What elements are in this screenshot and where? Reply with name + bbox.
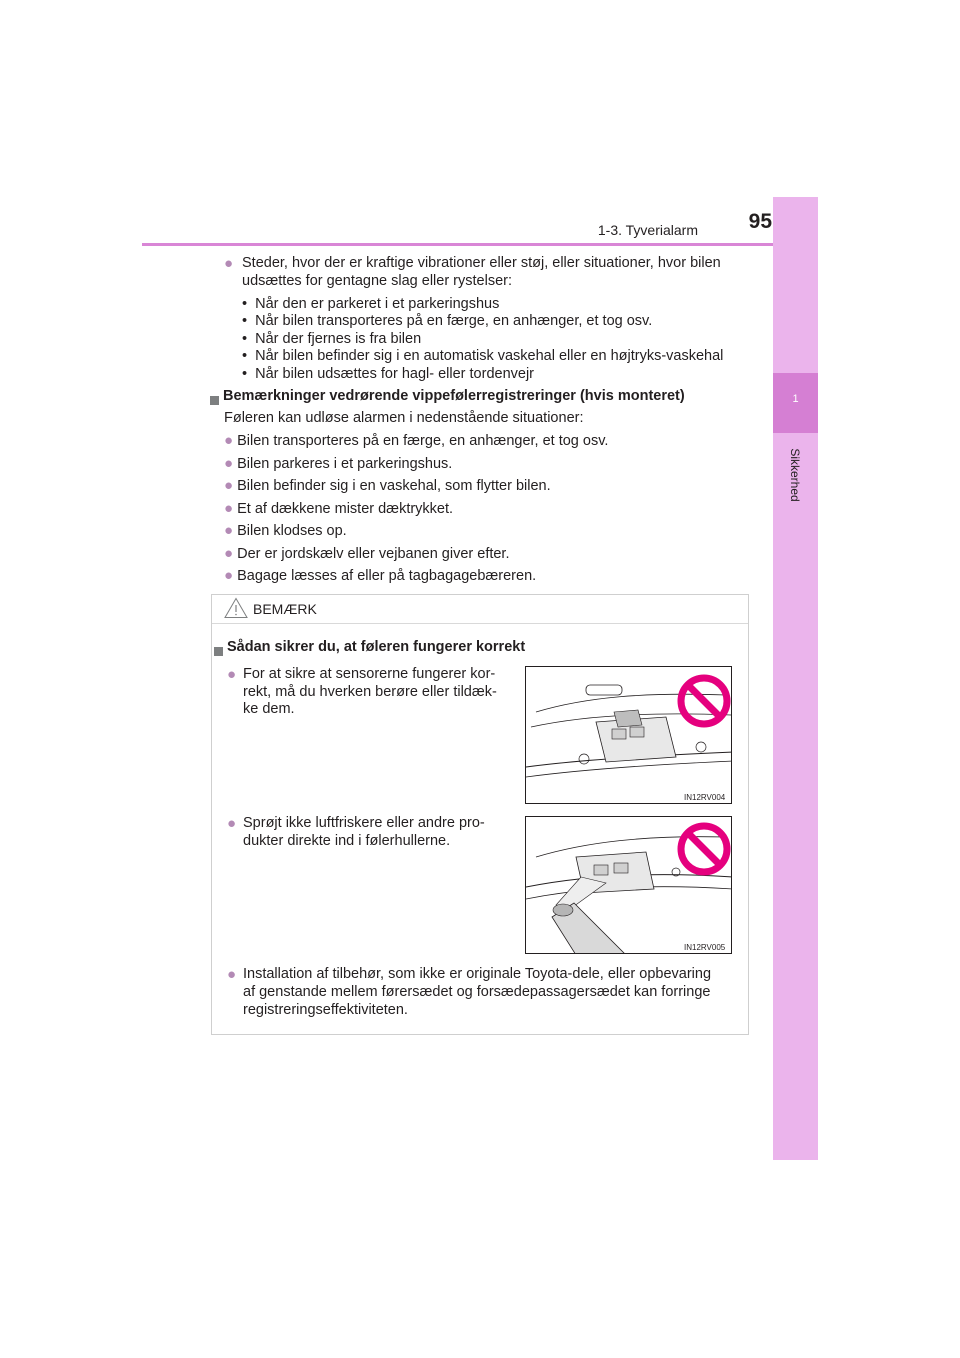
prohibition-icon — [676, 673, 732, 729]
sub-item: • Når bilen befinder sig i en automatisk vaskehal eller en højtryks-vaskehal — [242, 348, 724, 364]
sub-item-text: Når bilen transporteres på en færge, en anhænger, et tog osv. — [255, 313, 653, 329]
intro-line-2: udsættes for gentagne slag eller rystelser: — [242, 273, 512, 289]
chapter-number: 1 — [792, 393, 799, 405]
figure-do-not-cover-sensor — [525, 666, 732, 804]
list-item — [224, 455, 452, 474]
list-item-text: Bilen klodses op. — [237, 523, 347, 539]
bullet-icon: ● — [224, 255, 234, 272]
sub-item-text: Når bilen befinder sig i en automatisk vaskehal eller en højtryks-vaskehal — [255, 348, 724, 364]
list-item-text: Bilen parkeres i et parkeringshus. — [237, 456, 453, 472]
bullet-icon: ● — [224, 545, 234, 562]
sub-item: • Når bilen udsættes for hagl- eller tordenvejr — [242, 366, 534, 382]
list-item-text: Der er jordskælv eller vejbanen giver efter. — [237, 546, 510, 562]
list-item — [224, 432, 608, 451]
sub-item-text: Når der fjernes is fra bilen — [255, 331, 422, 347]
chapter-side-tab — [773, 197, 818, 1160]
bullet-icon: ● — [224, 522, 234, 539]
note-item1-line-1: For at sikre at sensorerne fungerer kor- — [243, 666, 496, 682]
note-item3-line-3: registreringseffektiviteten. — [243, 1002, 408, 1018]
list-item-text: Bagage læsses af eller på tagbagagebæreren. — [237, 568, 537, 584]
note-item3-line-2: af genstande mellem førersædet og forsædepassagersædet kan forringe — [243, 984, 711, 1000]
note-item1-line-3: ke dem. — [243, 701, 295, 717]
note-heading: Sådan sikrer du, at føleren fungerer korrekt — [227, 639, 526, 655]
list-item-text: Bilen transporteres på en færge, en anhænger, et tog osv. — [237, 433, 609, 449]
figure-do-not-spray-sensor — [525, 816, 732, 954]
sub-item-text: Når bilen udsættes for hagl- eller tordenvejr — [255, 366, 534, 382]
section-title: 1-3. Tyverialarm — [597, 222, 698, 238]
figure-code: IN12RV004 — [684, 793, 726, 802]
note-item2-line-2: dukter direkte ind i følerhullerne. — [243, 833, 451, 849]
warning-icon — [224, 597, 248, 619]
sub-item: • Når der fjernes is fra bilen — [242, 331, 422, 347]
intro-line-1: Steder, hvor der er kraftige vibrationer eller støj, eller situationer, hvor bilen — [242, 255, 721, 271]
list-item — [224, 477, 551, 496]
square-bullet-icon — [214, 643, 223, 661]
list-item-text: Bilen befinder sig i en vaskehal, som flytter bilen. — [237, 478, 551, 494]
chapter-label: Sikkerhed — [788, 448, 802, 502]
page-number: 95 — [748, 210, 772, 233]
section-heading: Bemærkninger vedrørende vippefølerregistreringer (hvis monteret) — [223, 388, 685, 404]
bullet-icon: ● — [224, 500, 234, 517]
list-item — [224, 545, 510, 564]
bullet-icon: ● — [227, 966, 237, 983]
prohibition-icon — [676, 821, 732, 877]
bullet-icon: ● — [227, 666, 237, 683]
note-item3-line-1: Installation af tilbehør, som ikke er originale Toyota-dele, eller opbevaring — [243, 966, 712, 982]
figure-code: IN12RV005 — [684, 943, 726, 952]
note-item1-line-2: rekt, må du hverken berøre eller tildæk- — [243, 684, 497, 700]
bullet-icon: ● — [227, 815, 237, 832]
bullet-icon: ● — [224, 432, 234, 449]
bullet-icon: ● — [224, 455, 234, 472]
square-bullet-icon — [210, 392, 219, 410]
note-divider — [212, 623, 748, 624]
list-item — [224, 500, 453, 519]
sub-item-text: Når den er parkeret i et parkeringshus — [255, 296, 500, 312]
list-item — [224, 567, 536, 586]
note-item2-line-1: Sprøjt ikke luftfriskere eller andre pro- — [243, 815, 485, 831]
sub-item: • Når den er parkeret i et parkeringshus — [242, 296, 500, 312]
header-rule — [142, 243, 818, 246]
sub-item: • Når bilen transporteres på en færge, en anhænger, et tog osv. — [242, 313, 653, 329]
list-item — [224, 522, 347, 541]
note-title: BEMÆRK — [253, 601, 317, 617]
list-item-text: Et af dækkene mister dæktrykket. — [237, 501, 454, 517]
bullet-icon: ● — [224, 567, 234, 584]
section-intro: Føleren kan udløse alarmen i nedenstående situationer: — [224, 410, 584, 426]
bullet-icon: ● — [224, 477, 234, 494]
